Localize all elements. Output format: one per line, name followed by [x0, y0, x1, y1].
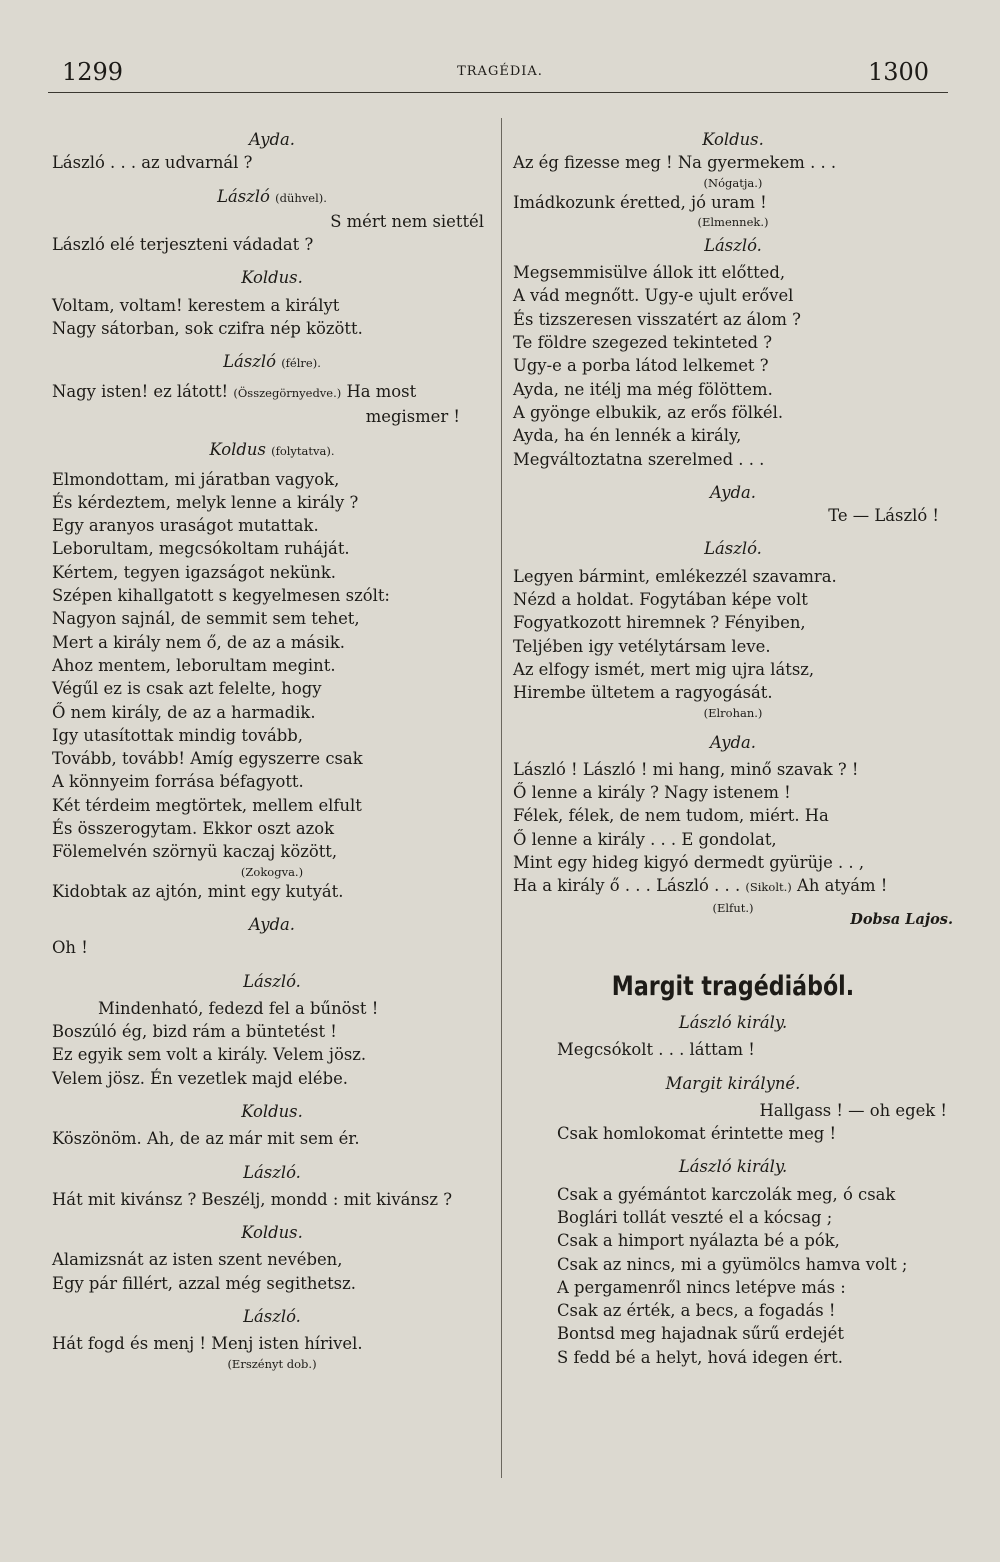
- speaker-name: Ayda.: [249, 914, 295, 934]
- stage-direction: (folytatva).: [271, 444, 335, 459]
- verse-line: Leborultam, megcsókoltam ruháját.: [52, 539, 350, 559]
- verse-line: Egy pár fillért, azzal még segithetsz.: [52, 1273, 356, 1293]
- speaker-name: László (dühvel).: [217, 186, 327, 206]
- verse-line: Voltam, voltam! kerestem a királyt: [52, 295, 340, 315]
- verse-line: Velem jösz. Én vezetlek majd elébe.: [52, 1068, 348, 1088]
- verse-line: Bontsd meg hajadnak sűrű erdejét: [557, 1324, 844, 1344]
- verse-line: Hát fogd és menj ! Menj isten hírivel.: [52, 1334, 363, 1354]
- verse-line: Az ég fizesse meg ! Na gyermekem . . .: [513, 153, 837, 173]
- stage-direction: (Elrohan.): [703, 705, 763, 720]
- stage-direction: (Zokogva.): [240, 864, 304, 879]
- verse-line: László . . . az udvarnál ?: [52, 153, 253, 173]
- verse-line: Nagyon sajnál, de semmit sem tehet,: [52, 609, 360, 629]
- stage-direction: (Nógatja.): [703, 175, 763, 190]
- stage-direction: (Összegörnyedve.): [233, 385, 342, 400]
- speaker-name: László.: [704, 235, 762, 255]
- verse-line: A vád megnőtt. Ugy-e ujult erővel: [513, 286, 794, 306]
- verse-line: Hallgass ! — oh egek !: [759, 1100, 947, 1120]
- verse-line: Boglári tollát veszté el a kócsag ;: [557, 1207, 833, 1227]
- verse-line: Egy aranyos uraságot mutattak.: [52, 516, 319, 536]
- speaker-name: László.: [243, 1307, 301, 1327]
- verse-line: Csak az érték, a becs, a fogadás !: [557, 1301, 836, 1321]
- verse-line: Ő lenne a király . . . E gondolat,: [513, 829, 777, 849]
- page-number-right: 1300: [868, 58, 930, 86]
- speaker-name: Koldus.: [702, 130, 764, 149]
- verse-line: Az elfogy ismét, mert mig ujra látsz,: [513, 659, 815, 679]
- running-title: TRAGÉDIA.: [457, 64, 543, 79]
- verse-line: Ugy-e a porba látod lelkemet ?: [513, 356, 769, 376]
- speaker-name: Koldus.: [241, 1223, 303, 1243]
- verse-line: Igy utasítottak mindig tovább,: [52, 725, 304, 745]
- verse-line: Te földre szegezed tekinteted ?: [513, 333, 773, 353]
- speaker-name: László.: [704, 539, 762, 559]
- verse-line: Köszönöm. Ah, de az már mit sem ér.: [52, 1129, 360, 1149]
- verse-line: Két térdeim megtörtek, mellem elfult: [52, 795, 362, 815]
- header-rule: [48, 92, 948, 93]
- verse-line: Kértem, tegyen igazságot nekünk.: [52, 562, 337, 582]
- stage-direction: (Elfut.): [712, 900, 754, 915]
- verse-line: Mindenható, fedezd fel a bűnöst !: [98, 998, 379, 1018]
- verse-line: Fogyatkozott hiremnek ? Fényiben,: [513, 613, 806, 633]
- stage-direction: (félre).: [281, 356, 321, 371]
- verse-line: És kérdeztem, melyk lenne a király ?: [52, 492, 359, 512]
- page-number-left: 1299: [62, 58, 124, 86]
- speaker-name: László király.: [678, 1012, 788, 1032]
- verse-line: Ő lenne a király ? Nagy istenem !: [513, 783, 791, 803]
- verse-line: Mert a király nem ő, de az a másik.: [52, 632, 345, 652]
- verse-line: Fölemelvén szörnyü kaczaj között,: [52, 842, 338, 862]
- verse-line: Tovább, tovább! Amíg egyszerre csak: [52, 749, 363, 769]
- verse-line: Ayda, ha én lennék a király,: [513, 426, 742, 446]
- left-column: [52, 128, 492, 1372]
- verse-line: Nézd a holdat. Fogytában képe volt: [513, 590, 808, 610]
- verse-line: Megcsókolt . . . láttam !: [557, 1040, 755, 1060]
- verse-line: Félek, félek, de nem tudom, miért. Ha: [513, 806, 829, 826]
- verse-line: Legyen bármint, emlékezzél szavamra.: [513, 566, 837, 586]
- verse-line: Végűl ez is csak azt felelte, hogy: [52, 679, 322, 699]
- verse-line: És összerogytam. Ekkor oszt azok: [52, 819, 335, 839]
- verse-line: Megsemmisülve állok itt előtted,: [513, 263, 786, 283]
- verse-line: Ahoz mentem, leborultam megint.: [52, 655, 336, 675]
- verse-line: Alamizsnát az isten szent nevében,: [52, 1250, 343, 1270]
- verse-line: Elmondottam, mi járatban vagyok,: [52, 469, 340, 489]
- verse-line: László elé terjeszteni vádadat ?: [52, 235, 314, 255]
- speaker-name: Margit királyné.: [665, 1073, 801, 1093]
- verse-line: Megváltoztatna szerelmed . . .: [513, 449, 765, 469]
- speaker-name: László.: [243, 971, 301, 991]
- section-heading: Margit tragédiából.: [611, 970, 855, 1002]
- verse-line: Ha a király ő . . . László . . . (Sikolt.) Ah atyám !: [513, 876, 888, 896]
- verse-line: Csak az nincs, mi a gyümölcs hamva volt ;: [557, 1254, 908, 1274]
- speaker-name: Ayda.: [249, 130, 295, 149]
- verse-line: Hirembe ültetem a ragyogását.: [513, 683, 773, 703]
- speaker-name: Koldus.: [241, 268, 303, 288]
- verse-line: Boszúló ég, bizd rám a büntetést !: [52, 1022, 337, 1042]
- stage-direction: (Erszényt dob.): [227, 1356, 317, 1371]
- verse-line: Kidobtak az ajtón, mint egy kutyát.: [52, 881, 344, 901]
- verse-line: A pergamenről nincs letépve más :: [557, 1277, 846, 1297]
- stage-direction: (Elmennek.): [697, 214, 769, 229]
- verse-line: Mint egy hideg kigyó dermedt gyürüje . . ,: [513, 853, 865, 873]
- verse-line: Imádkozunk éretted, jó uram !: [513, 192, 767, 212]
- verse-line: S fedd bé a helyt, hová idegen ért.: [557, 1347, 843, 1367]
- verse-line: Ez egyik sem volt a király. Velem jösz.: [52, 1045, 367, 1065]
- stage-direction: (Sikolt.): [745, 880, 792, 895]
- verse-line: Oh !: [52, 938, 88, 958]
- speaker-name: Ayda.: [710, 732, 756, 752]
- verse-line: S mért nem siettél: [330, 211, 484, 231]
- author-signature: Dobsa Lajos.: [850, 910, 953, 928]
- verse-line: Ayda, ne itélj ma még fölöttem.: [513, 379, 773, 399]
- verse-line: Csak homlokomat érintette meg !: [557, 1124, 837, 1144]
- verse-line: Ő nem király, de az a harmadik.: [52, 702, 316, 722]
- verse-line: Nagy sátorban, sok czifra nép között.: [52, 319, 363, 339]
- verse-line: Nagy isten! ez látott! (Összegörnyedve.) Ha most: [52, 381, 417, 401]
- verse-line: Te — László !: [828, 506, 939, 526]
- speaker-name: László király.: [678, 1157, 788, 1177]
- verse-line: megismer !: [365, 406, 460, 426]
- column-divider: [501, 118, 502, 1478]
- verse-line: És tizszeresen visszatért az álom ?: [513, 309, 801, 329]
- speaker-name: László (félre).: [223, 352, 321, 372]
- speaker-name: Koldus.: [241, 1101, 303, 1121]
- verse-line: Csak a himport nyálazta bé a pók,: [557, 1231, 840, 1251]
- speaker-name: Koldus (folytatva).: [209, 440, 335, 460]
- verse-line: Csak a gyémántot karczolák meg, ó csak: [557, 1184, 896, 1204]
- verse-line: Teljében igy vetélytársam leve.: [513, 636, 771, 656]
- verse-line: László ! László ! mi hang, minő szavak ? !: [513, 759, 859, 779]
- right-column: [513, 128, 953, 1369]
- verse-line: Szépen kihallgatott s kegyelmesen szólt:: [52, 586, 390, 606]
- speaker-name: Ayda.: [710, 482, 756, 502]
- verse-line: Hát mit kivánsz ? Beszélj, mondd : mit kivánsz ?: [52, 1189, 452, 1209]
- stage-direction: (dühvel).: [275, 190, 327, 205]
- verse-line: A gyönge elbukik, az erős fölkél.: [513, 402, 784, 422]
- verse-line: A könnyeim forrása béfagyott.: [52, 772, 304, 792]
- speaker-name: László.: [243, 1162, 301, 1182]
